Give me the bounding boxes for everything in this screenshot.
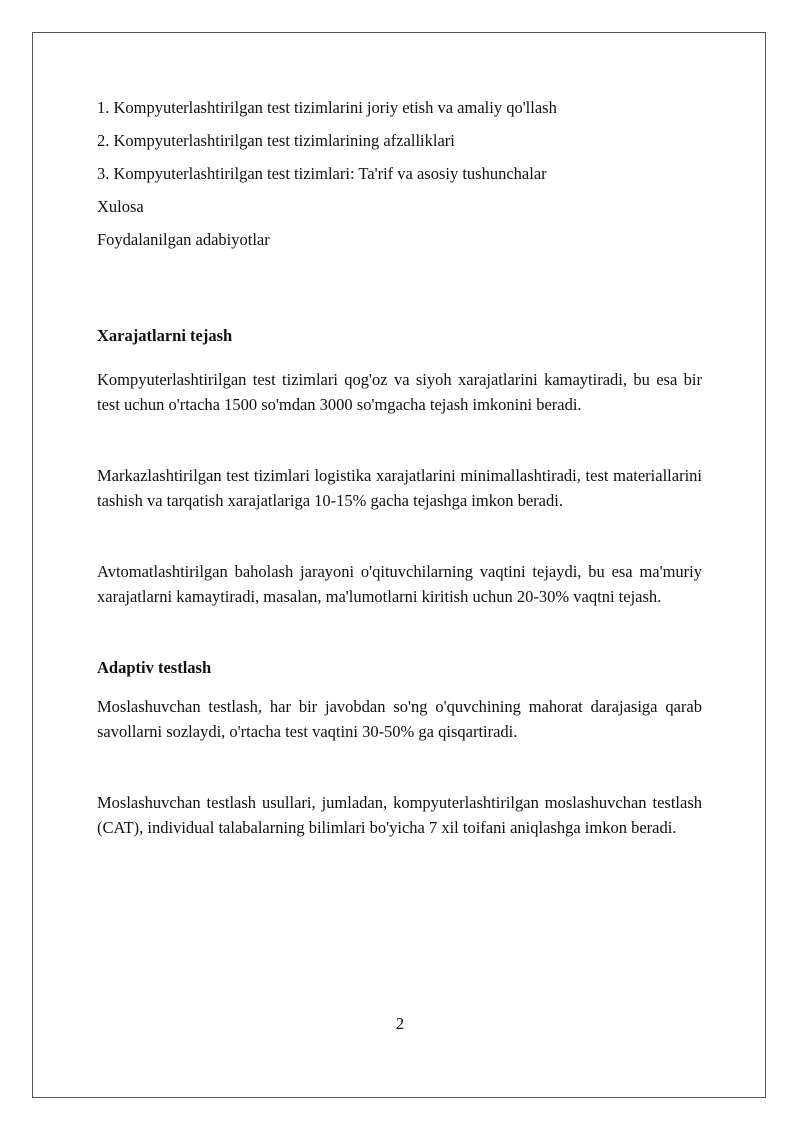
paragraph: Moslashuvchan testlash, har bir javobdan so'ng o'quvchining mahorat darajasiga qarab savollarni sozlaydi, o'rtacha test vaqtini 30-50% ga qisqartiradi. — [97, 697, 702, 741]
paragraph: Kompyuterlashtirilgan test tizimlari qog'oz va siyoh xarajatlarini kamaytiradi, bu esa bir test uchun o'rtacha 1500 so'mdan 3000 so'mgacha tejash imkonini beradi. — [97, 370, 702, 414]
toc-item: 2. Kompyuterlashtirilgan test tizimlarining afzalliklari — [97, 131, 455, 150]
paragraph: Moslashuvchan testlash usullari, jumladan, kompyuterlashtirilgan moslashuvchan testlash (CAT), individual talabalarning bilimlari bo'yicha 7 xil toifani aniqlashga imkon beradi. — [97, 793, 702, 837]
paragraph: Markazlashtirilgan test tizimlari logistika xarajatlarini minimallashtiradi, test materiallarini tashish va tarqatish xarajatlariga 10-15% gacha tejashga imkon beradi. — [97, 466, 702, 510]
toc-item: Foydalanilgan adabiyotlar — [97, 230, 270, 249]
toc-item: 3. Kompyuterlashtirilgan test tizimlari: Ta'rif va asosiy tushunchalar — [97, 164, 547, 183]
toc-item: Xulosa — [97, 197, 144, 216]
section-heading: Adaptiv testlash — [97, 658, 212, 677]
document-content — [97, 95, 702, 840]
page-number: 2 — [395, 1014, 405, 1033]
section-heading: Xarajatlarni tejash — [97, 326, 233, 345]
table-of-contents — [97, 95, 702, 252]
toc-item: 1. Kompyuterlashtirilgan test tizimlarini joriy etish va amaliy qo'llash — [97, 98, 557, 117]
paragraph: Avtomatlashtirilgan baholash jarayoni o'qituvchilarning vaqtini tejaydi, bu esa ma'muriy xarajatlarni kamaytiradi, masalan, ma'lumotlarni kiritish uchun 20-30% vaqtni tejash. — [97, 562, 702, 606]
